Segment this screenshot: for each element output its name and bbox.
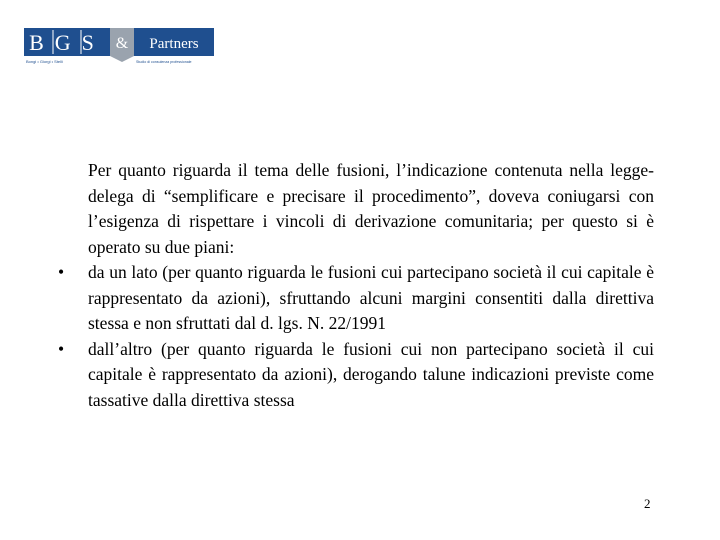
- logo-graphic: [24, 28, 214, 64]
- page-number: 2: [644, 496, 651, 511]
- bullet-item: [56, 337, 654, 414]
- bullet-marker: •: [58, 262, 65, 282]
- bullet-text: da un lato (per quanto riguarda le fusioni cui partecipano società il cui capitale è rappresentato da azioni), sfruttando alcuni margini consentiti dalla direttiva stessa e non sfruttati dal d. lgs. N. 22/1991: [88, 262, 654, 333]
- bgs-partners-logo: [24, 28, 214, 64]
- bullet-marker: •: [58, 338, 65, 359]
- bullet-item: [56, 260, 654, 337]
- logo-ampersand: &: [115, 35, 129, 52]
- logo-tagline-right: Studio di consulenza professionale: [136, 60, 192, 64]
- logo-letters-right: Partners: [149, 36, 199, 52]
- slide-body: [56, 158, 654, 413]
- logo-letters-left: BGS: [29, 30, 105, 55]
- intro-paragraph: Per quanto riguarda il tema delle fusioni, l’indicazione contenuta nella legge-delega di “semplificare e precisare il procedimento”, doveva coniugarsi con l’esigenza di rispettare i vincoli di derivazione comunitaria; per questo si è operato su due piani:: [88, 160, 654, 257]
- logo-tagline-left: Bongi • Giorgi • Stelli: [26, 59, 63, 64]
- bullet-text: dall’altro (per quanto riguarda le fusioni cui non partecipano società il cui capitale è rappresentato da azioni), derogando talune indicazioni previste come tassative dalla direttiva stessa: [88, 338, 654, 410]
